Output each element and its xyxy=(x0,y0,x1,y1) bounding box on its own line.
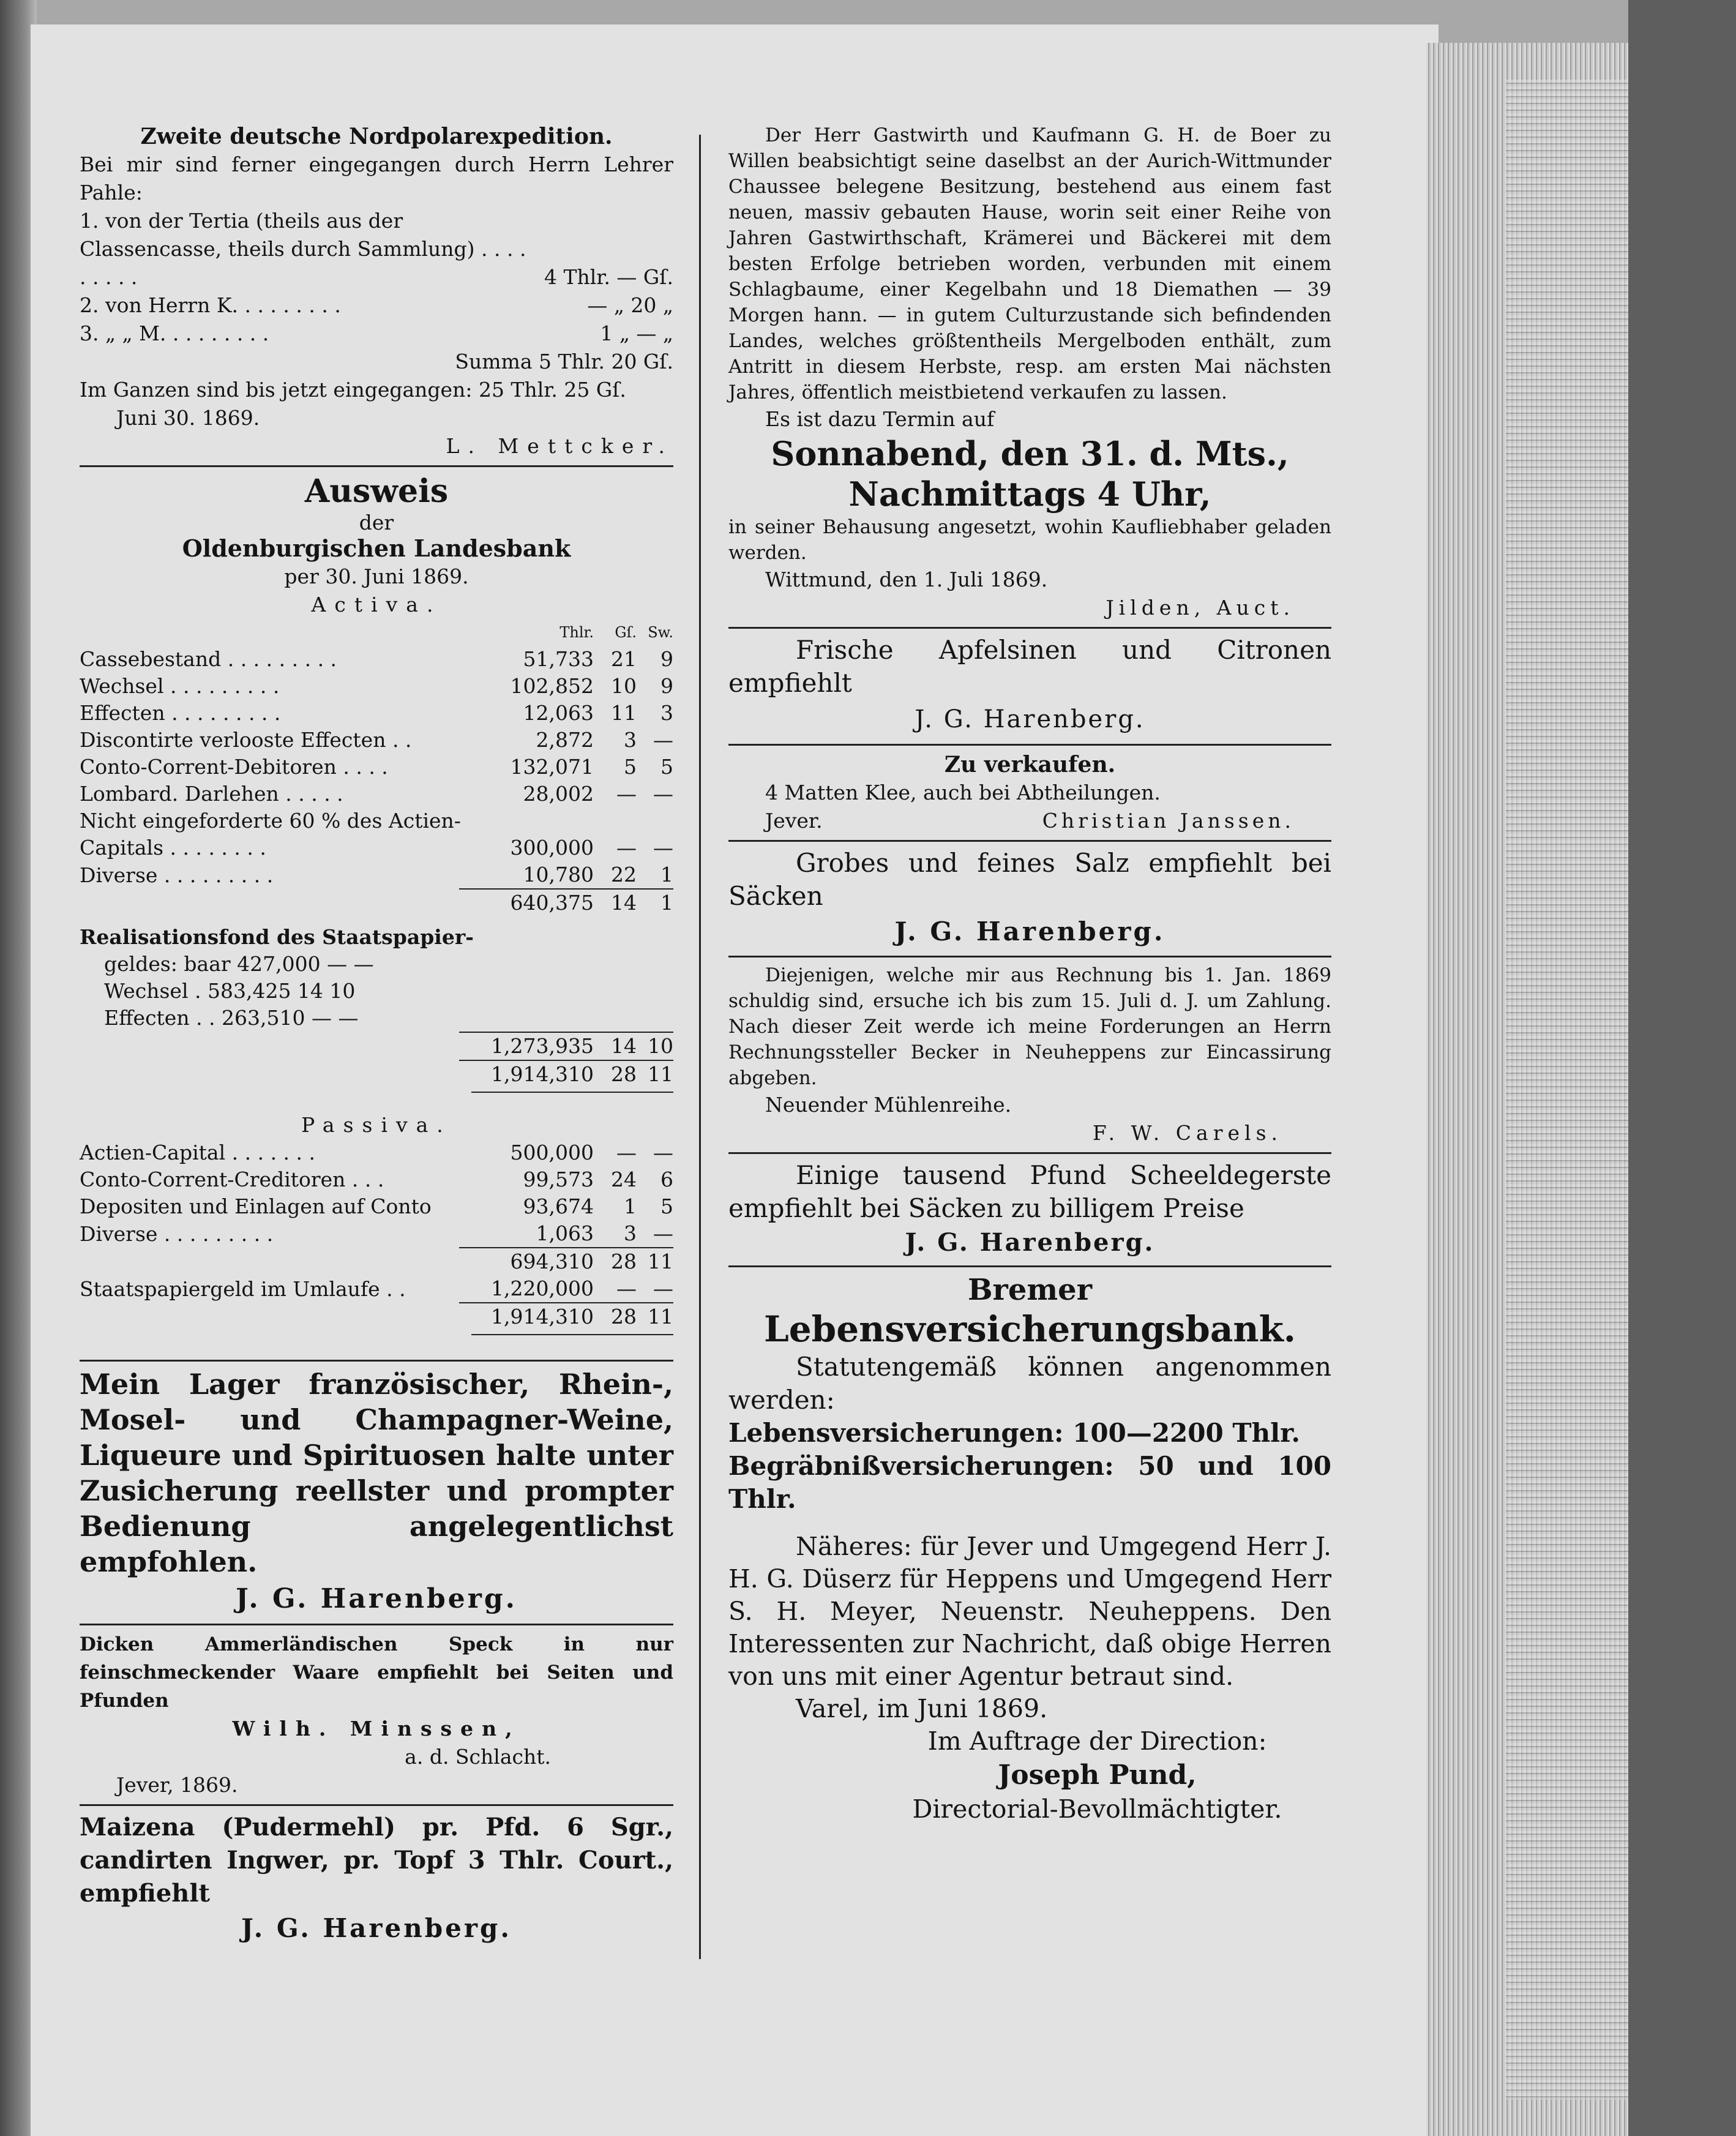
gerste-advert xyxy=(728,1159,1331,1261)
speck-place: Jever, 1869. xyxy=(116,1773,238,1797)
table-row: Staatspapiergeld im Umlaufe . . 1,220,000 — — xyxy=(80,1276,673,1301)
separator xyxy=(80,1624,673,1625)
bremer-name: Joseph Pund, xyxy=(998,1759,1197,1791)
separator xyxy=(80,1804,673,1806)
passiva-total-row: 1,914,310 28 11 xyxy=(80,1303,673,1330)
apfelsinen-text: Frische Apfelsinen und Citronen empfiehlt xyxy=(728,635,1331,698)
table-row: Discontirte verlooste Effecten . . 2,872 3 — xyxy=(80,728,673,752)
gerste-text: Einige tausend Pfund Scheeldegerste empfiehlt bei Säcken zu billigem Preise xyxy=(728,1160,1331,1223)
nordpolar-total: Im Ganzen sind bis jetzt eingegangen: 25 Thlr. 25 Gſ. xyxy=(80,378,626,402)
bremer-advert xyxy=(728,1272,1331,1826)
passiva-subtotal-row: 694,310 28 11 xyxy=(80,1248,673,1275)
speck-text: Dicken Ammerländischen Speck in nur feinschmeckender Waare empfiehlt bei Seiten und Pfunden xyxy=(80,1633,673,1712)
table-row: Conto-Corrent-Creditoren . . . 99,573 24 6 xyxy=(80,1167,673,1191)
nordpolar-summa: Summa 5 Thlr. 20 Gſ. xyxy=(455,350,673,373)
activa-totals xyxy=(80,1032,673,1088)
bremer-line2: Begräbnißversicherungen: 50 und 100 Thlr. xyxy=(728,1451,1331,1514)
table-row: Capitals . . . . . . . . 300,000 — — xyxy=(80,836,673,860)
passiva-table xyxy=(80,1139,673,1330)
ausweis-der: der xyxy=(359,511,394,534)
realisation-total-row: 1,273,935 14 10 xyxy=(80,1032,673,1060)
speck-advert xyxy=(80,1630,673,1799)
verkauf-signature: Jilden, Auct. xyxy=(1106,596,1295,620)
zu-verkaufen-notice xyxy=(728,751,1331,835)
activa-table xyxy=(80,619,673,916)
rechnung-notice xyxy=(728,962,1331,1147)
ausweis-title: Ausweis xyxy=(304,473,449,510)
realisation-line: geldes: baar 427,000 — — xyxy=(104,952,374,976)
activa-label: Activa. xyxy=(311,593,442,616)
verkauf-notice xyxy=(728,122,1331,622)
separator xyxy=(728,1265,1331,1267)
realisation-line: Realisationsfond des Staatspapier- xyxy=(80,925,474,949)
salz-signature: J. G. Harenberg. xyxy=(894,916,1165,946)
nordpolar-intro: Bei mir sind ferner eingegangen durch Herrn Lehrer Pahle: xyxy=(80,152,673,204)
verkauf-termin-intro: Es ist dazu Termin auf xyxy=(765,407,995,431)
separator xyxy=(728,956,1331,957)
speck-sub: a. d. Schlacht. xyxy=(405,1745,551,1769)
column-divider xyxy=(699,135,701,1959)
bremer-intro: Statutengemäß können angenommen werden: xyxy=(728,1352,1331,1415)
verkauf-date: Wittmund, den 1. Juli 1869. xyxy=(765,568,1048,591)
apfelsinen-signature: J. G. Harenberg. xyxy=(915,705,1145,733)
right-column xyxy=(728,122,1331,1826)
nordpolar-title: Zweite deutsche Nordpolarexpedition. xyxy=(140,124,613,149)
ausweis-date: per 30. Juni 1869. xyxy=(284,564,469,588)
maizena-advert xyxy=(80,1811,673,1947)
table-row: Diverse . . . . . . . . . 10,780 22 1 xyxy=(80,863,673,887)
list-item: 1. von der Tertia (theils aus der Classencasse, theils durch Sammlung) . . . . . . . . . 4 Thlr. — Gſ. xyxy=(80,209,673,289)
table-row: Conto-Corrent-Debitoren . . . . 132,071 5 5 xyxy=(80,755,673,779)
list-item: 2. von Herrn K. . . . . . . . . — „ 20 „ xyxy=(80,293,673,317)
bremer-title1: Bremer xyxy=(967,1273,1092,1307)
weine-text: Mein Lager französischer, Rhein-, Mosel- und Champagner-Weine, Liqueure und Spirituosen halte unter Zusicherung reellster und prompter Bedienung angelegentlichst empfohlen. xyxy=(80,1368,673,1578)
separator xyxy=(80,465,673,467)
table-row: Nicht eingeforderte 60 % des Actien- xyxy=(80,809,461,833)
rechnung-text: Diejenigen, welche mir aus Rechnung bis 1. Jan. 1869 schuldig sind, ersuche ich bis zum 15. Juli d. J. um Zahlung. Nach dieser Zeit werde ich meine Forderungen an Herrn Rechnungssteller Becker in Neuheppens zur Eincassirung abgeben. xyxy=(728,964,1331,1089)
verkauf-termin-place: in seiner Behausung angesetzt, wohin Kaufliebhaber geladen werden. xyxy=(728,516,1331,564)
table-row: Lombard. Darlehen . . . . . 28,002 — — xyxy=(80,782,673,806)
table-header: Thlr. Gſ. Sw. xyxy=(559,624,673,641)
verkauf-termin-day: Sonnabend, den 31. d. Mts., xyxy=(771,434,1289,473)
salz-text: Grobes und feines Salz empfiehlt bei Säcken xyxy=(728,848,1331,911)
weine-advert xyxy=(80,1366,673,1619)
realisation-line: Wechsel . 583,425 14 10 xyxy=(104,979,356,1003)
speck-signature: Wilh. Minssen, xyxy=(232,1717,521,1741)
verkauf-termin-time: Nachmittags 4 Uhr, xyxy=(848,474,1211,514)
rechnung-signature: F. W. Carels. xyxy=(1092,1121,1282,1145)
maizena-signature: J. G. Harenberg. xyxy=(241,1913,512,1943)
bremer-line1: Lebensversicherungen: 100—2200 Thlr. xyxy=(728,1418,1300,1448)
bremer-text: Näheres: für Jever und Umgegend Herr J. H. G. Düserz für Heppens und Umgegend Herr S. H. Meyer, Neuenstr. Neuheppens. Den Interessenten zur Nachricht, daß obige Herren von uns mit einer Agentur betraut sind. xyxy=(728,1532,1331,1691)
table-row: Effecten . . . . . . . . . 12,063 11 3 xyxy=(80,701,673,725)
ausweis-notice xyxy=(80,472,673,1335)
book-board xyxy=(1628,0,1736,2136)
zu-verkaufen-signature: Christian Janssen. xyxy=(1042,809,1295,833)
bremer-date: Varel, im Juni 1869. xyxy=(796,1694,1048,1723)
rechnung-place: Neuender Mühlenreihe. xyxy=(765,1093,1012,1117)
separator xyxy=(728,627,1331,629)
zu-verkaufen-title: Zu verkaufen. xyxy=(944,752,1116,778)
zu-verkaufen-text: 4 Matten Klee, auch bei Abtheilungen. xyxy=(765,781,1161,804)
zu-verkaufen-footer xyxy=(728,807,1331,835)
table-row: Wechsel . . . . . . . . . 102,852 10 9 xyxy=(80,674,673,698)
separator xyxy=(471,1334,673,1335)
apfelsinen-advert xyxy=(728,634,1331,739)
bremer-role: Directorial-Bevollmächtigter. xyxy=(912,1794,1282,1824)
salz-advert xyxy=(728,847,1331,951)
passiva-label: Passiva. xyxy=(301,1113,452,1137)
left-column xyxy=(80,122,673,1947)
separator xyxy=(80,1360,673,1362)
gerste-signature: J. G. Harenberg. xyxy=(905,1228,1155,1257)
table-row: Actien-Capital . . . . . . . 500,000 — — xyxy=(80,1141,673,1164)
activa-total-row: 1,914,310 28 11 xyxy=(80,1060,673,1088)
maizena-text: Maizena (Pudermehl) pr. Pfd. 6 Sgr., candirten Ingwer, pr. Topf 3 Thlr. Court., empfiehlt xyxy=(80,1813,673,1908)
separator xyxy=(471,1092,673,1093)
separator xyxy=(728,1152,1331,1154)
separator xyxy=(728,840,1331,842)
table-row: Diverse . . . . . . . . . 1,063 3 — xyxy=(80,1221,673,1246)
ausweis-bank: Oldenburgischen Landesbank xyxy=(182,534,571,562)
nordpolar-date: Juni 30. 1869. xyxy=(116,406,260,430)
verkauf-text: Der Herr Gastwirth und Kaufmann G. H. de Boer zu Willen beabsichtigt seine daselbst an der Aurich-Wittmunder Chaussee belegene Besitzung, bestehend aus einem fast neuen, massiv gebauten Hause, worin seit einer Reihe von Jahren Gastwirthschaft, Krämerei und Bäckerei mit dem besten Erfolge betrieben worden, verbunden mit einem Schlagbaume, einer Kegelbahn und 18 Diemathen — 39 Morgen hann. — in gutem Culturzustande sich befindenden Landes, welches größtentheils Mergelboden enthält, zum Antritt in diesem Herbste, resp. am ersten Mai nächsten Jahres, öffentlich meistbietend verkaufen zu lassen. xyxy=(728,124,1331,403)
activa-subtotal-row: 640,375 14 1 xyxy=(80,889,673,916)
realisation-line: Effecten . . 263,510 — — xyxy=(104,1006,359,1030)
weine-signature: J. G. Harenberg. xyxy=(236,1583,517,1614)
table-row: Cassebestand . . . . . . . . . 51,733 21 9 xyxy=(80,647,673,671)
page-edges-texture xyxy=(1506,80,1628,2100)
table-row: Depositen und Einlagen auf Conto 93,674 1 5 xyxy=(80,1194,673,1218)
bremer-auftrag: Im Auftrage der Direction: xyxy=(927,1726,1267,1756)
bremer-title2: Lebensversicherungsbank. xyxy=(764,1308,1296,1350)
list-item: 3. „ „ M. . . . . . . . . 1 „ — „ xyxy=(80,321,673,345)
nordpolar-signature: L. Mettcker. xyxy=(446,434,673,458)
separator xyxy=(728,744,1331,746)
nordpolar-notice xyxy=(80,122,673,460)
zu-verkaufen-place: Jever. xyxy=(765,809,823,833)
